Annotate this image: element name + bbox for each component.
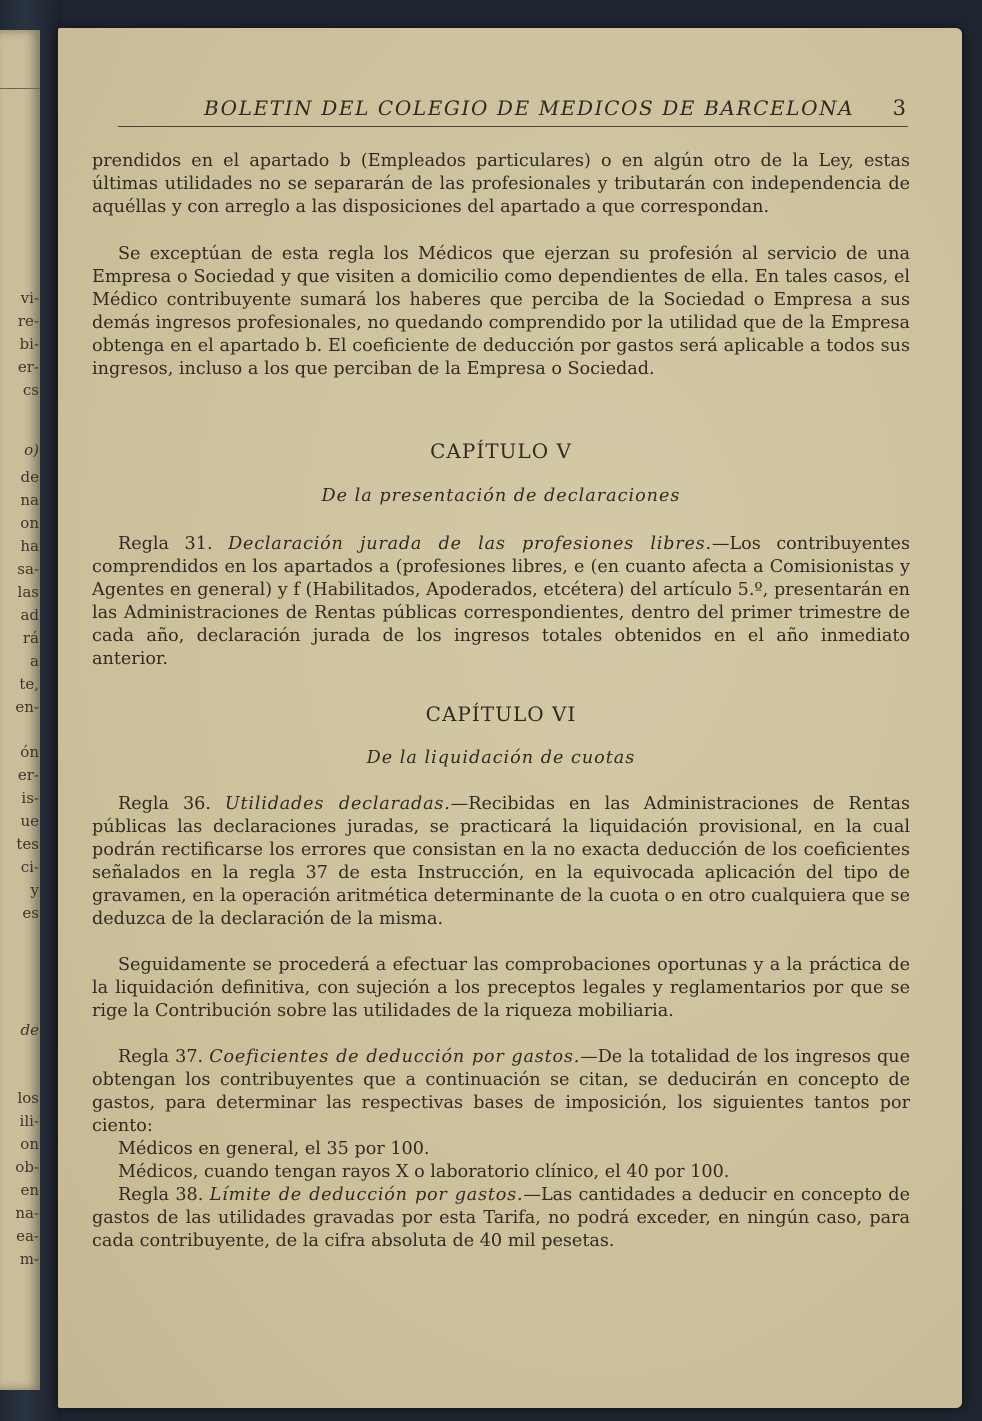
prev-line: ea-	[16, 1227, 39, 1245]
prev-line: ci-	[20, 858, 39, 876]
prev-line: las	[17, 583, 39, 601]
rule-label: Regla 37.	[118, 1047, 204, 1067]
rule-heading: Declaración jurada de las profesiones libres.	[228, 534, 712, 554]
prev-line: los	[17, 1089, 39, 1107]
prev-line: re-	[17, 312, 39, 330]
rule-37	[92, 1046, 910, 1138]
chapter-title: CAPÍTULO V	[430, 439, 572, 463]
rule-31	[92, 533, 910, 671]
chapter-title: CAPÍTULO VI	[425, 702, 577, 726]
rule-text: —De la totalidad de los ingresos que obtengan los contribuyentes que a continuación se citan, se deducirán en concepto de gastos, para determinar las respectivas bases de imposición, los siguientes tantos por ciento:	[92, 1047, 911, 1136]
rule-36	[92, 793, 910, 931]
prev-line: er-	[17, 766, 39, 784]
prev-line: ue	[20, 812, 39, 830]
rule-heading: Utilidades declaradas.	[224, 794, 451, 814]
prev-line: rá	[22, 629, 39, 647]
prev-line: cs	[22, 381, 39, 399]
prev-line: ili-	[19, 1112, 39, 1130]
prev-line: ad	[20, 606, 39, 624]
rule-text: —Los contribuyentes comprendidos en los apartados a (profesiones libres, e (en cuanto afecta a Comisionistas y Agentes en general) y f (Habilitados, Apoderados, etcétera) del artículo 5.º, presentarán en las Administraciones de Rentas públicas correspondientes, dentro del primer trimestre de cada año, declaración jurada de los ingresos totales obtenidos en el año inmediato anterior.	[92, 534, 910, 669]
prev-line: na	[20, 491, 39, 509]
prev-line: sa-	[17, 560, 39, 578]
rule-text: —Las cantidades a deducir en concepto de gastos de las utilidades gravadas por esta Tarifa, no podrá exceder, en ningún caso, para cada contribuyente, de la cifra absoluta de 40 mil pesetas.	[92, 1185, 910, 1251]
header-title: BOLETIN DEL COLEGIO DE MEDICOS DE BARCELONA	[204, 96, 855, 120]
prev-line: en	[20, 1181, 39, 1199]
paragraph-exception: Se exceptúan de esta regla los Médicos que ejerzan su profesión al servicio de una Empresa o Sociedad y que visiten a domicilio como dependientes de ella. En tales casos, el Médico contribuyente sumará los haberes que perciba de la Sociedad o Empresa a sus demás ingresos profesionales, no quedando comprendido por la utilidad que de la Empresa obtenga en el apartado b. El coeficiente de deducción por gastos será aplicable a todos sus ingresos, incluso a los que perciban de la Empresa o Sociedad.	[92, 244, 910, 379]
list-item: Médicos en general, el 35 por 100.	[118, 1139, 430, 1159]
prev-line: is-	[21, 789, 39, 807]
rule-label: Regla 31.	[118, 534, 213, 554]
running-header	[118, 94, 908, 127]
prev-line: tes	[16, 835, 39, 853]
rule-label: Regla 36.	[118, 794, 211, 814]
prev-line: m-	[19, 1250, 39, 1268]
prev-line: ob-	[15, 1158, 39, 1176]
chapter-subtitle: De la presentación de declaraciones	[321, 486, 681, 506]
prev-line: o)	[24, 441, 39, 459]
prev-line: a	[30, 652, 39, 670]
prev-line: vi-	[20, 289, 39, 307]
prev-line: on	[20, 1135, 39, 1153]
prev-line: ha	[20, 537, 39, 555]
prev-line: en-	[15, 698, 39, 716]
prev-line: te,	[19, 675, 39, 693]
previous-page-edge	[0, 30, 40, 1390]
paragraph-continuation: prendidos en el apartado b (Empleados particulares) o en algún otro de la Ley, estas últimas utilidades no se separarán de las profesionales y tributarán con independencia de aquéllas y con arreglo a las disposiciones del apartado a que correspondan.	[92, 151, 910, 217]
rule-label: Regla 38.	[118, 1185, 204, 1205]
paragraph-seguidamente: Seguidamente se procederá a efectuar las comprobaciones oportunas y a la práctica de la liquidación definitiva, con sujeción a los preceptos legales y reglamentarios por que se rige la Contribución sobre las utilidades de la riqueza mobiliaria.	[92, 955, 910, 1021]
prev-line: bi-	[19, 335, 39, 353]
prev-line: de	[20, 1021, 39, 1039]
prev-line: er-	[17, 358, 39, 376]
rule-text: —Recibidas en las Administraciones de Rentas públicas las declaraciones juradas, se practicará la liquidación provisional, en la cual podrán rectificarse los errores que consistan en la no exacta deducción de los coeficientes señalados en la regla 37 de esta Instrucción, en la equivocada aplicación del tipo de gravamen, en la operación aritmética determinante de la cuota o en otro cualquiera que se deduzca de la declaración de la misma.	[92, 794, 910, 929]
prev-line: ón	[20, 743, 39, 761]
rule-heading: Coeficientes de deducción por gastos.	[209, 1047, 581, 1067]
prev-line: on	[20, 514, 39, 532]
document-page	[58, 28, 962, 1408]
prev-line: de	[20, 468, 39, 486]
list-item: Médicos, cuando tengan rayos X o laboratorio clínico, el 40 por 100.	[118, 1162, 730, 1182]
rule-heading: Límite de deducción por gastos.	[209, 1185, 524, 1205]
rule-38	[92, 1184, 910, 1253]
prev-line: y	[30, 881, 39, 899]
chapter-subtitle: De la liquidación de cuotas	[366, 748, 636, 768]
prev-line: na-	[15, 1204, 39, 1222]
prev-line: es	[22, 904, 39, 922]
previous-page-rule	[0, 88, 40, 89]
page-number: 3	[892, 96, 906, 120]
